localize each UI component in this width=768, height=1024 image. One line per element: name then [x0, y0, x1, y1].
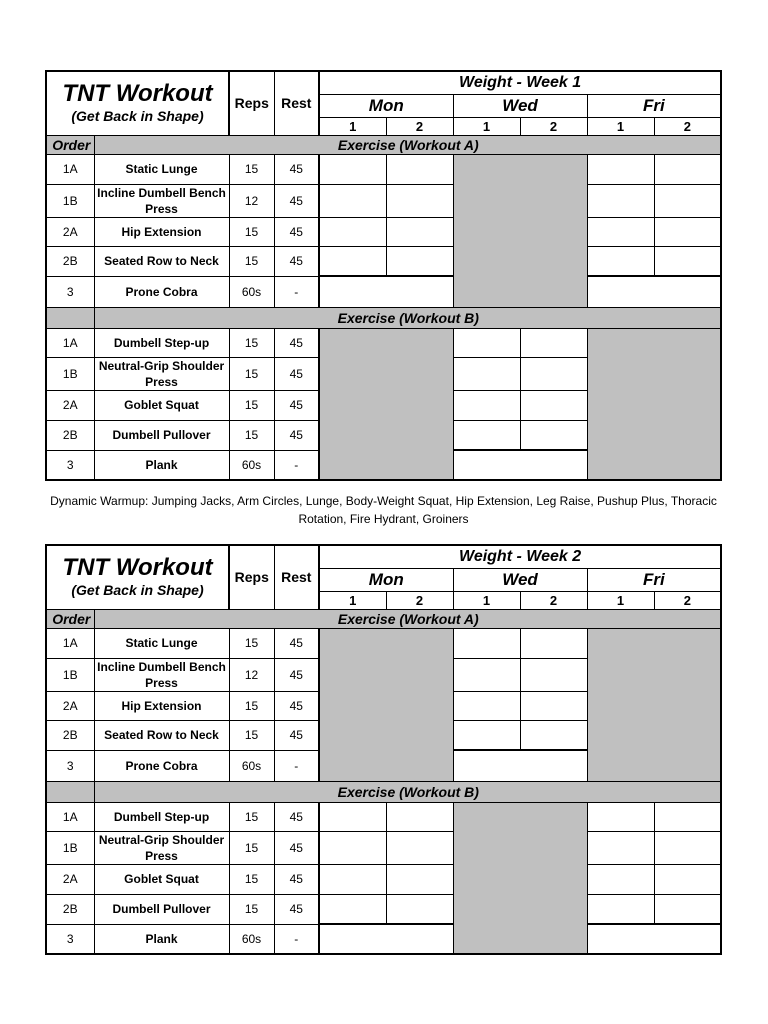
shaded-block [587, 628, 721, 781]
table-row [46, 894, 721, 924]
sheet-title: TNT Workout [62, 554, 213, 582]
weight-entry-cell[interactable] [386, 864, 453, 894]
reps-header: Reps [229, 71, 274, 135]
set-header: 2 [654, 117, 721, 135]
order-label-empty [46, 307, 94, 328]
weight-entry-cell[interactable] [587, 802, 654, 831]
weight-entry-cell[interactable] [386, 154, 453, 184]
reps-cell: 60s [229, 276, 274, 307]
weight-entry-cell[interactable] [319, 184, 386, 217]
workout-sheet-week-2 [45, 544, 722, 955]
weight-entry-cell[interactable] [520, 691, 587, 720]
order-cell: 2A [46, 217, 94, 246]
weight-entry-cell[interactable] [587, 217, 654, 246]
set-header: 2 [520, 591, 587, 609]
order-cell: 2A [46, 864, 94, 894]
order-cell: 1A [46, 154, 94, 184]
order-label: Order [46, 609, 94, 628]
sheet-title: TNT Workout [62, 80, 213, 108]
reps-cell: 15 [229, 720, 274, 750]
rest-cell: 45 [274, 802, 319, 831]
exercise-name: Incline Dumbell Bench Press [94, 184, 229, 217]
weight-entry-cell[interactable] [654, 217, 721, 246]
exercise-name: Plank [94, 924, 229, 954]
rest-cell: 45 [274, 628, 319, 658]
order-cell: 2B [46, 246, 94, 276]
exercise-name: Static Lunge [94, 628, 229, 658]
exercise-name: Plank [94, 450, 229, 480]
shaded-block [453, 802, 587, 954]
table-row [46, 246, 721, 276]
weight-entry-cell[interactable] [319, 802, 386, 831]
weight-entry-cell[interactable] [520, 628, 587, 658]
weight-entry-cell[interactable] [587, 246, 654, 276]
weight-entry-cell[interactable] [453, 450, 587, 480]
weight-entry-cell[interactable] [453, 628, 520, 658]
reps-cell: 15 [229, 328, 274, 357]
table-row [46, 802, 721, 831]
weight-entry-cell[interactable] [587, 276, 721, 307]
weight-entry-cell[interactable] [386, 184, 453, 217]
rest-cell: 45 [274, 357, 319, 390]
weight-entry-cell[interactable] [520, 390, 587, 420]
reps-cell: 15 [229, 831, 274, 864]
reps-cell: 60s [229, 450, 274, 480]
table-row [46, 154, 721, 184]
order-cell: 1B [46, 658, 94, 691]
rest-cell: - [274, 450, 319, 480]
weight-entry-cell[interactable] [319, 154, 386, 184]
weight-entry-cell[interactable] [386, 802, 453, 831]
day-header-fri: Fri [587, 568, 721, 591]
day-header-mon: Mon [319, 94, 453, 117]
weight-entry-cell[interactable] [587, 184, 654, 217]
table-row [46, 184, 721, 217]
day-header-wed: Wed [453, 94, 587, 117]
weight-entry-cell[interactable] [453, 691, 520, 720]
order-cell: 1B [46, 831, 94, 864]
table-row [46, 831, 721, 864]
shaded-block [587, 328, 721, 480]
order-cell: 1A [46, 802, 94, 831]
rest-cell: 45 [274, 831, 319, 864]
weight-entry-cell[interactable] [319, 831, 386, 864]
reps-cell: 15 [229, 420, 274, 450]
shaded-block [453, 154, 587, 307]
reps-cell: 15 [229, 357, 274, 390]
order-cell: 3 [46, 750, 94, 781]
set-header: 2 [520, 117, 587, 135]
weight-entry-cell[interactable] [654, 184, 721, 217]
weight-entry-cell[interactable] [319, 924, 453, 954]
rest-cell: 45 [274, 658, 319, 691]
exercise-name: Dumbell Step-up [94, 802, 229, 831]
weight-entry-cell[interactable] [386, 246, 453, 276]
sheet-header [46, 545, 229, 609]
set-header: 1 [453, 117, 520, 135]
weight-entry-cell[interactable] [520, 328, 587, 357]
section-header-workout-b [46, 781, 721, 802]
rest-cell: 45 [274, 217, 319, 246]
week-header: Weight - Week 1 [319, 71, 721, 94]
rest-header: Rest [274, 545, 319, 609]
reps-cell: 60s [229, 750, 274, 781]
rest-cell: 45 [274, 894, 319, 924]
rest-cell: - [274, 750, 319, 781]
set-header: 2 [654, 591, 721, 609]
weight-entry-cell[interactable] [587, 894, 654, 924]
section-label: Exercise (Workout B) [94, 781, 721, 802]
order-label: Order [46, 135, 94, 154]
weight-entry-cell[interactable] [520, 720, 587, 750]
exercise-name: Hip Extension [94, 217, 229, 246]
reps-cell: 12 [229, 184, 274, 217]
reps-header: Reps [229, 545, 274, 609]
order-cell: 2B [46, 720, 94, 750]
order-cell: 2B [46, 894, 94, 924]
weight-entry-cell[interactable] [319, 217, 386, 246]
rest-cell: - [274, 276, 319, 307]
weight-entry-cell[interactable] [520, 357, 587, 390]
weight-entry-cell[interactable] [587, 864, 654, 894]
rest-cell: 45 [274, 246, 319, 276]
reps-cell: 15 [229, 802, 274, 831]
shaded-block [319, 328, 453, 480]
rest-cell: 45 [274, 390, 319, 420]
weight-entry-cell[interactable] [453, 720, 520, 750]
weight-entry-cell[interactable] [453, 658, 520, 691]
exercise-name: Seated Row to Neck [94, 246, 229, 276]
exercise-name: Hip Extension [94, 691, 229, 720]
reps-cell: 15 [229, 691, 274, 720]
weight-entry-cell[interactable] [386, 894, 453, 924]
section-header-workout-a [46, 135, 721, 154]
weight-entry-cell[interactable] [453, 328, 520, 357]
reps-cell: 15 [229, 864, 274, 894]
reps-cell: 60s [229, 924, 274, 954]
set-header: 2 [386, 591, 453, 609]
weight-entry-cell[interactable] [587, 924, 721, 954]
week-header: Weight - Week 2 [319, 545, 721, 568]
warmup-note: Dynamic Warmup: Jumping Jacks, Arm Circles, Lunge, Body-Weight Squat, Hip Extension, Leg Raise, Pushup Plus, Thoracic Rotation, Fire Hydrant, Groiners [50, 494, 717, 526]
order-cell: 2B [46, 420, 94, 450]
day-header-mon: Mon [319, 568, 453, 591]
reps-cell: 15 [229, 154, 274, 184]
weight-entry-cell[interactable] [453, 390, 520, 420]
table-row [46, 328, 721, 357]
weight-entry-cell[interactable] [319, 894, 386, 924]
order-cell: 2A [46, 390, 94, 420]
order-label-empty [46, 781, 94, 802]
weight-entry-cell[interactable] [654, 831, 721, 864]
set-header: 1 [319, 117, 386, 135]
weight-entry-cell[interactable] [453, 357, 520, 390]
weight-entry-cell[interactable] [453, 750, 587, 781]
reps-cell: 15 [229, 894, 274, 924]
section-label: Exercise (Workout A) [94, 135, 721, 154]
day-header-fri: Fri [587, 94, 721, 117]
weight-entry-cell[interactable] [587, 831, 654, 864]
rest-cell: 45 [274, 328, 319, 357]
table-row [46, 276, 721, 307]
exercise-name: Neutral-Grip Shoulder Press [94, 357, 229, 390]
section-header-workout-b [46, 307, 721, 328]
rest-cell: 45 [274, 691, 319, 720]
exercise-name: Prone Cobra [94, 276, 229, 307]
exercise-name: Neutral-Grip Shoulder Press [94, 831, 229, 864]
rest-cell: 45 [274, 420, 319, 450]
exercise-name: Dumbell Pullover [94, 420, 229, 450]
order-cell: 2A [46, 691, 94, 720]
rest-cell: 45 [274, 154, 319, 184]
order-cell: 3 [46, 450, 94, 480]
weight-entry-cell[interactable] [520, 420, 587, 450]
rest-cell: 45 [274, 864, 319, 894]
section-label: Exercise (Workout A) [94, 609, 721, 628]
sheet-header [46, 71, 229, 135]
weight-entry-cell[interactable] [654, 864, 721, 894]
weight-entry-cell[interactable] [587, 154, 654, 184]
exercise-name: Incline Dumbell Bench Press [94, 658, 229, 691]
set-header: 1 [587, 117, 654, 135]
weight-entry-cell[interactable] [654, 246, 721, 276]
rest-cell: - [274, 924, 319, 954]
reps-cell: 15 [229, 628, 274, 658]
exercise-name: Seated Row to Neck [94, 720, 229, 750]
exercise-name: Dumbell Step-up [94, 328, 229, 357]
weight-entry-cell[interactable] [520, 658, 587, 691]
order-cell: 3 [46, 276, 94, 307]
set-header: 1 [587, 591, 654, 609]
exercise-name: Goblet Squat [94, 390, 229, 420]
workout-sheet-week-1 [45, 70, 722, 481]
table-row [46, 217, 721, 246]
set-header: 1 [319, 591, 386, 609]
exercise-name: Static Lunge [94, 154, 229, 184]
order-cell: 1A [46, 628, 94, 658]
weight-entry-cell[interactable] [453, 420, 520, 450]
reps-cell: 15 [229, 390, 274, 420]
shaded-block [319, 628, 453, 781]
weight-entry-cell[interactable] [386, 217, 453, 246]
table-row [46, 864, 721, 894]
table-row [46, 628, 721, 658]
exercise-name: Goblet Squat [94, 864, 229, 894]
weight-entry-cell[interactable] [319, 864, 386, 894]
weight-entry-cell[interactable] [319, 276, 453, 307]
order-cell: 1B [46, 184, 94, 217]
exercise-name: Dumbell Pullover [94, 894, 229, 924]
sheet-subtitle: (Get Back in Shape) [71, 582, 204, 599]
weight-entry-cell[interactable] [654, 894, 721, 924]
table-row [46, 924, 721, 954]
reps-cell: 15 [229, 217, 274, 246]
weight-entry-cell[interactable] [654, 154, 721, 184]
set-header: 2 [386, 117, 453, 135]
weight-entry-cell[interactable] [654, 802, 721, 831]
section-label: Exercise (Workout B) [94, 307, 721, 328]
day-header-wed: Wed [453, 568, 587, 591]
set-header: 1 [453, 591, 520, 609]
reps-cell: 15 [229, 246, 274, 276]
rest-cell: 45 [274, 720, 319, 750]
section-header-workout-a [46, 609, 721, 628]
order-cell: 1B [46, 357, 94, 390]
sheet-subtitle: (Get Back in Shape) [71, 108, 204, 125]
reps-cell: 12 [229, 658, 274, 691]
exercise-name: Prone Cobra [94, 750, 229, 781]
weight-entry-cell[interactable] [386, 831, 453, 864]
rest-cell: 45 [274, 184, 319, 217]
order-cell: 3 [46, 924, 94, 954]
rest-header: Rest [274, 71, 319, 135]
weight-entry-cell[interactable] [319, 246, 386, 276]
order-cell: 1A [46, 328, 94, 357]
